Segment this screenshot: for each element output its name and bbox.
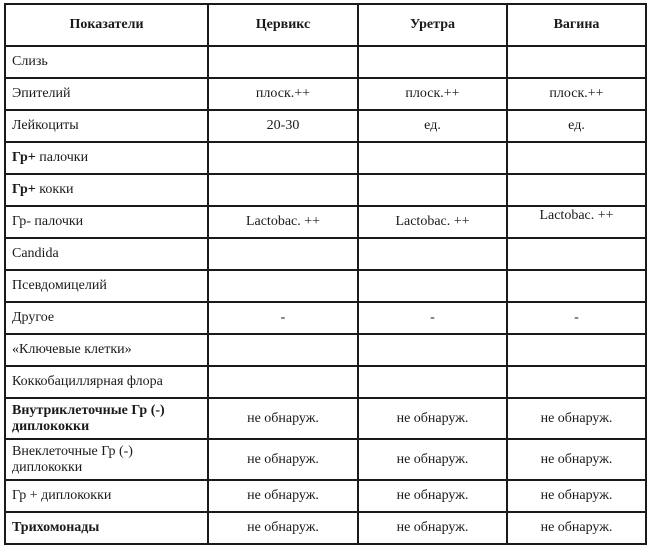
- row-label-text: Псевдомицелий: [12, 278, 107, 293]
- row-label: [5, 334, 208, 366]
- cell-value: не обнаруж.: [540, 410, 613, 426]
- row-label: [5, 366, 208, 398]
- row-label: [5, 398, 208, 439]
- cell-cervix: [208, 512, 358, 544]
- table-row: [5, 480, 646, 512]
- cell-value: не обнаруж.: [396, 520, 469, 535]
- row-label-text: Гр- палочки: [12, 214, 84, 229]
- cell-vagina: [507, 270, 646, 302]
- cell-vagina: [507, 142, 646, 174]
- table-row: [5, 238, 646, 270]
- cell-value: ед.: [568, 118, 585, 133]
- table-row: [5, 174, 646, 206]
- cell-value: не обнаруж.: [247, 520, 319, 535]
- cell-cervix: [208, 174, 358, 206]
- cell-vagina: [507, 366, 646, 398]
- cell-vagina: [507, 78, 646, 110]
- cell-urethra: [358, 439, 507, 480]
- row-label: [5, 206, 208, 238]
- cell-urethra: [358, 302, 507, 334]
- row-label-bold: Трихомонады: [12, 520, 100, 535]
- table-row: [5, 398, 646, 439]
- row-label: [5, 142, 208, 174]
- row-label: [5, 480, 208, 512]
- cell-cervix: [208, 110, 358, 142]
- cell-vagina: [507, 46, 646, 78]
- cell-vagina: [507, 480, 646, 512]
- smear-results-table: [4, 3, 647, 545]
- cell-cervix: [208, 480, 358, 512]
- row-label-text: Слизь: [12, 54, 48, 69]
- cell-value: не обнаруж.: [247, 451, 319, 467]
- row-label-text: Внеклеточные Гр (-) диплококки: [12, 443, 133, 475]
- cell-value: не обнаруж.: [396, 451, 469, 467]
- table-row: [5, 142, 646, 174]
- cell-urethra: [358, 366, 507, 398]
- cell-urethra: [358, 398, 507, 439]
- cell-urethra: [358, 174, 507, 206]
- row-label: [5, 439, 208, 480]
- row-label-text: Эпителий: [12, 86, 71, 101]
- cell-vagina: [507, 110, 646, 142]
- row-label: [5, 302, 208, 334]
- cell-vagina: [507, 206, 646, 238]
- cell-cervix: [208, 439, 358, 480]
- table-row: [5, 366, 646, 398]
- cell-cervix: [208, 206, 358, 238]
- row-label-bold: Гр+: [12, 150, 36, 165]
- cell-urethra: [358, 142, 507, 174]
- row-label-text: Коккобациллярная флора: [12, 374, 163, 389]
- cell-urethra: [358, 110, 507, 142]
- table-row: [5, 46, 646, 78]
- cell-urethra: [358, 46, 507, 78]
- cell-vagina: [507, 512, 646, 544]
- row-label: [5, 46, 208, 78]
- cell-urethra: [358, 270, 507, 302]
- cell-urethra: [358, 480, 507, 512]
- table-row: [5, 439, 646, 480]
- cell-cervix: [208, 398, 358, 439]
- cell-value: плоск.++: [549, 86, 604, 101]
- row-label-text: Гр + диплококки: [12, 488, 112, 503]
- cell-cervix: [208, 366, 358, 398]
- header-cervix: Цервикс: [208, 4, 358, 46]
- row-label: [5, 512, 208, 544]
- cell-cervix: [208, 46, 358, 78]
- cell-urethra: [358, 334, 507, 366]
- row-label-bold: Гр+: [12, 182, 36, 197]
- row-label: [5, 174, 208, 206]
- row-label: [5, 270, 208, 302]
- cell-cervix: [208, 302, 358, 334]
- cell-vagina: [507, 398, 646, 439]
- row-label-text: Candida: [12, 246, 59, 261]
- cell-cervix: [208, 142, 358, 174]
- row-label-text: палочки: [35, 150, 89, 165]
- table-row: [5, 78, 646, 110]
- cell-value: плоск.++: [255, 86, 311, 101]
- row-label: [5, 78, 208, 110]
- cell-value: -: [430, 310, 435, 325]
- cell-value: -: [280, 310, 286, 325]
- cell-value: не обнаруж.: [247, 410, 319, 426]
- header-vagina: Вагина: [507, 4, 646, 46]
- table-row: [5, 334, 646, 366]
- header-indicators: Показатели: [5, 4, 208, 46]
- row-label-text: кокки: [35, 182, 74, 197]
- row-label: [5, 110, 208, 142]
- cell-value: -: [574, 310, 579, 325]
- cell-cervix: [208, 270, 358, 302]
- table-row: [5, 302, 646, 334]
- row-label-bold: Внутриклеточные Гр (-) диплококки: [12, 402, 165, 434]
- cell-value: не обнаруж.: [540, 520, 613, 535]
- table-row: [5, 512, 646, 544]
- cell-cervix: [208, 334, 358, 366]
- table-row: [5, 206, 646, 238]
- cell-urethra: [358, 238, 507, 270]
- header-urethra: Уретра: [358, 4, 507, 46]
- cell-value: Lactobac. ++: [245, 214, 321, 229]
- row-label-text: Другое: [12, 310, 55, 325]
- cell-vagina: [507, 174, 646, 206]
- row-label-text: «Ключевые клетки»: [12, 342, 132, 357]
- cell-value: не обнаруж.: [396, 410, 469, 426]
- cell-value: плоск.++: [405, 86, 460, 101]
- table-header-row: [5, 4, 646, 46]
- cell-vagina: [507, 439, 646, 480]
- row-label: [5, 238, 208, 270]
- cell-value: Lactobac. ++: [539, 208, 614, 223]
- table-row: [5, 110, 646, 142]
- cell-value: не обнаруж.: [247, 488, 319, 503]
- cell-value: ед.: [424, 118, 441, 133]
- cell-value: 20-30: [266, 118, 300, 133]
- cell-value: не обнаруж.: [540, 451, 613, 467]
- cell-vagina: [507, 238, 646, 270]
- cell-cervix: [208, 238, 358, 270]
- cell-value: не обнаруж.: [396, 488, 469, 503]
- cell-value: Lactobac. ++: [395, 214, 470, 229]
- cell-urethra: [358, 78, 507, 110]
- row-label-text: Лейкоциты: [12, 118, 79, 133]
- cell-vagina: [507, 334, 646, 366]
- table-row: [5, 270, 646, 302]
- cell-urethra: [358, 206, 507, 238]
- cell-vagina: [507, 302, 646, 334]
- cell-value: не обнаруж.: [540, 488, 613, 503]
- cell-cervix: [208, 78, 358, 110]
- cell-urethra: [358, 512, 507, 544]
